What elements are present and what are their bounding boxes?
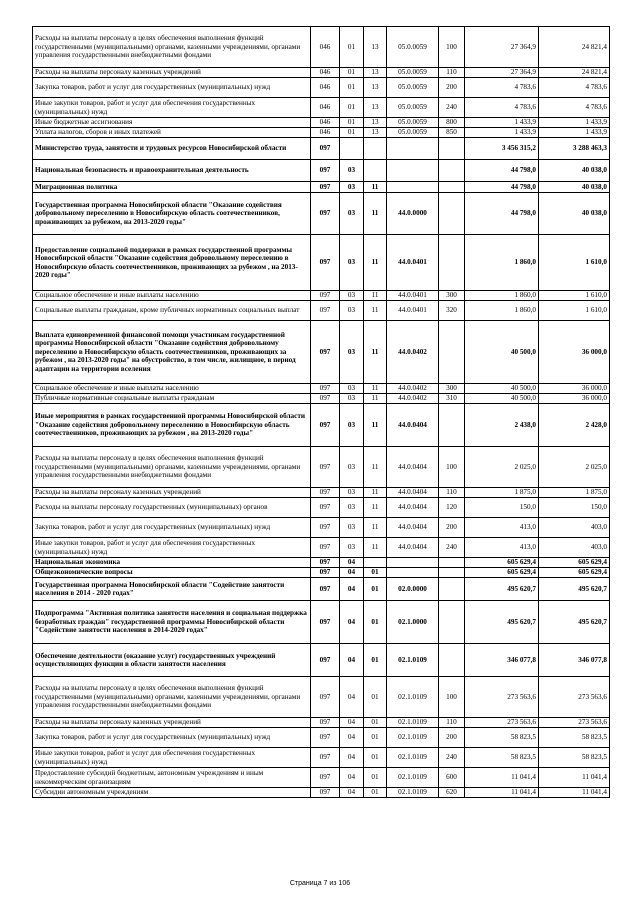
section-code: 01 — [340, 27, 364, 68]
ved-code: 046 — [311, 118, 340, 128]
target-article-code: 05.0.0059 — [387, 68, 439, 78]
section-code: 04 — [340, 748, 364, 768]
amount-year-1: 1 433,9 — [465, 128, 539, 138]
row-name: Расходы на выплаты персоналу казенных учреждений — [33, 718, 311, 728]
amount-year-1: 1 860,0 — [465, 235, 539, 291]
ved-code: 097 — [311, 138, 340, 160]
section-code: 01 — [340, 128, 364, 138]
section-code: 04 — [340, 718, 364, 728]
expense-type-code — [439, 160, 465, 182]
amount-year-2: 150,0 — [539, 498, 610, 518]
expense-type-code: 850 — [439, 128, 465, 138]
amount-year-1: 1 433,9 — [465, 118, 539, 128]
table-row — [33, 27, 610, 68]
amount-year-2: 2 025,0 — [539, 447, 610, 488]
amount-year-2: 2 428,0 — [539, 404, 610, 447]
subsection-code — [364, 138, 387, 160]
row-name: Предоставление социальной поддержки в рамках государственной программы Новосибирской области "Оказание содействия добровольному переселению в Новосибирскую область соотечественников, проживающих за рубежом , на 2013-2020 годы" — [33, 235, 311, 291]
section-code: 04 — [340, 677, 364, 718]
expense-type-code — [439, 193, 465, 235]
row-name: Обеспечение деятельности (оказание услуг) государственных учреждений осуществляющих функции в области занятости населения — [33, 644, 311, 677]
subsection-code — [364, 160, 387, 182]
section-code: 04 — [340, 768, 364, 788]
section-code: 03 — [340, 538, 364, 558]
amount-year-2: 24 821,4 — [539, 68, 610, 78]
ved-code: 097 — [311, 235, 340, 291]
amount-year-1: 4 783,6 — [465, 98, 539, 118]
amount-year-2: 605 629,4 — [539, 568, 610, 578]
amount-year-1: 1 875,0 — [465, 488, 539, 498]
subsection-code: 11 — [364, 321, 387, 384]
row-name: Закупка товаров, работ и услуг для государственных (муниципальных) нужд — [33, 728, 311, 748]
target-article-code — [387, 182, 439, 193]
expense-type-code: 310 — [439, 394, 465, 404]
amount-year-2: 1 875,0 — [539, 488, 610, 498]
amount-year-2: 1 610,0 — [539, 291, 610, 301]
amount-year-1: 11 041,4 — [465, 768, 539, 788]
section-code: 04 — [340, 788, 364, 798]
table-row — [33, 538, 610, 558]
expense-type-code — [439, 644, 465, 677]
table-row — [33, 384, 610, 394]
subsection-code: 01 — [364, 578, 387, 601]
table-row — [33, 518, 610, 538]
section-code: 03 — [340, 160, 364, 182]
amount-year-2: 1 610,0 — [539, 301, 610, 321]
target-article-code — [387, 558, 439, 568]
target-article-code: 02.1.0109 — [387, 728, 439, 748]
row-name: Публичные нормативные социальные выплаты гражданам — [33, 394, 311, 404]
expense-type-code: 240 — [439, 98, 465, 118]
row-name: Социальные выплаты гражданам, кроме публичных нормативных социальных выплат — [33, 301, 311, 321]
expense-type-code — [439, 578, 465, 601]
ved-code: 097 — [311, 788, 340, 798]
expense-type-code: 100 — [439, 27, 465, 68]
expense-type-code — [439, 321, 465, 384]
expense-type-code: 240 — [439, 538, 465, 558]
target-article-code: 44.0.0404 — [387, 498, 439, 518]
table-row — [33, 558, 610, 568]
ved-code: 097 — [311, 301, 340, 321]
table-row — [33, 118, 610, 128]
target-article-code: 02.1.0109 — [387, 788, 439, 798]
row-name: Национальная безопасность и правоохранительная деятельность — [33, 160, 311, 182]
row-name: Иные закупки товаров, работ и услуг для обеспечения государственных (муниципальных) нужд — [33, 538, 311, 558]
section-code: 01 — [340, 118, 364, 128]
amount-year-2: 36 000,0 — [539, 321, 610, 384]
subsection-code: 11 — [364, 447, 387, 488]
expense-type-code: 320 — [439, 301, 465, 321]
expense-type-code: 200 — [439, 518, 465, 538]
ved-code: 097 — [311, 394, 340, 404]
subsection-code: 11 — [364, 182, 387, 193]
row-name: Расходы на выплаты персоналу в целях обеспечения выполнения функций государственными (муниципальными) органами, казенными учреждениями, органами управления государственными внебюджетными фондами — [33, 447, 311, 488]
target-article-code: 02.1.0109 — [387, 768, 439, 788]
target-article-code: 02.1.0000 — [387, 601, 439, 644]
row-name: Уплата налогов, сборов и иных платежей — [33, 128, 311, 138]
expense-type-code: 110 — [439, 488, 465, 498]
table-row — [33, 601, 610, 644]
subsection-code: 13 — [364, 128, 387, 138]
amount-year-1: 3 456 315,2 — [465, 138, 539, 160]
target-article-code: 44.0.0404 — [387, 538, 439, 558]
row-name: Социальное обеспечение и иные выплаты населению — [33, 384, 311, 394]
ved-code: 097 — [311, 498, 340, 518]
expense-type-code: 600 — [439, 768, 465, 788]
ved-code: 097 — [311, 568, 340, 578]
subsection-code: 01 — [364, 718, 387, 728]
amount-year-1: 346 077,8 — [465, 644, 539, 677]
amount-year-1: 2 025,0 — [465, 447, 539, 488]
expense-type-code — [439, 558, 465, 568]
subsection-code: 11 — [364, 291, 387, 301]
amount-year-2: 1 610,0 — [539, 235, 610, 291]
row-name: Иные закупки товаров, работ и услуг для обеспечения государственных (муниципальных) нужд — [33, 98, 311, 118]
ved-code: 097 — [311, 718, 340, 728]
table-row — [33, 748, 610, 768]
section-code: 04 — [340, 568, 364, 578]
target-article-code: 02.1.0109 — [387, 677, 439, 718]
amount-year-2: 495 620,7 — [539, 601, 610, 644]
table-row — [33, 498, 610, 518]
page-number: Страница 7 из 106 — [289, 880, 351, 887]
row-name: Иные закупки товаров, работ и услуг для обеспечения государственных (муниципальных) нужд — [33, 748, 311, 768]
section-code: 03 — [340, 447, 364, 488]
target-article-code: 44.0.0401 — [387, 291, 439, 301]
target-article-code — [387, 568, 439, 578]
ved-code: 046 — [311, 68, 340, 78]
amount-year-2: 495 620,7 — [539, 578, 610, 601]
expense-type-code — [439, 235, 465, 291]
ved-code: 097 — [311, 321, 340, 384]
amount-year-1: 58 823,5 — [465, 748, 539, 768]
table-row — [33, 98, 610, 118]
table-row — [33, 568, 610, 578]
row-name: Общеэкономические вопросы — [33, 568, 311, 578]
table-row — [33, 160, 610, 182]
amount-year-1: 40 500,0 — [465, 384, 539, 394]
table-row — [33, 182, 610, 193]
amount-year-1: 27 364,9 — [465, 27, 539, 68]
row-name: Миграционная политика — [33, 182, 311, 193]
table-row — [33, 301, 610, 321]
table-row — [33, 447, 610, 488]
expense-type-code: 100 — [439, 677, 465, 718]
subsection-code: 11 — [364, 384, 387, 394]
amount-year-1: 1 860,0 — [465, 301, 539, 321]
row-name: Иные бюджетные ассигнования — [33, 118, 311, 128]
amount-year-1: 4 783,6 — [465, 78, 539, 98]
amount-year-2: 403,0 — [539, 538, 610, 558]
target-article-code: 05.0.0059 — [387, 128, 439, 138]
amount-year-1: 27 364,9 — [465, 68, 539, 78]
section-code: 03 — [340, 321, 364, 384]
row-name: Подпрограмма "Активная политика занятости населения и социальная поддержка безработных граждан" государственной программы Новосибирской области "Содействие занятости населения в 2014-2020 годах" — [33, 601, 311, 644]
expense-type-code: 240 — [439, 748, 465, 768]
ved-code: 046 — [311, 78, 340, 98]
subsection-code: 13 — [364, 27, 387, 68]
budget-table — [32, 26, 610, 798]
expense-type-code — [439, 182, 465, 193]
target-article-code: 02.1.0109 — [387, 748, 439, 768]
table-row — [33, 321, 610, 384]
expense-type-code: 200 — [439, 728, 465, 748]
subsection-code — [364, 558, 387, 568]
amount-year-2: 40 038,0 — [539, 160, 610, 182]
section-code: 03 — [340, 235, 364, 291]
ved-code: 097 — [311, 488, 340, 498]
section-code: 03 — [340, 301, 364, 321]
amount-year-1: 44 798,0 — [465, 193, 539, 235]
amount-year-2: 36 000,0 — [539, 394, 610, 404]
target-article-code: 44.0.0402 — [387, 394, 439, 404]
section-code: 03 — [340, 498, 364, 518]
expense-type-code: 110 — [439, 718, 465, 728]
target-article-code: 44.0.0401 — [387, 301, 439, 321]
table-row — [33, 78, 610, 98]
ved-code: 097 — [311, 182, 340, 193]
section-code: 03 — [340, 291, 364, 301]
expense-type-code — [439, 601, 465, 644]
ved-code: 097 — [311, 384, 340, 394]
ved-code: 097 — [311, 404, 340, 447]
target-article-code: 02.1.0109 — [387, 644, 439, 677]
table-row — [33, 677, 610, 718]
row-name: Расходы на выплаты персоналу государственных (муниципальных) органов — [33, 498, 311, 518]
amount-year-2: 40 038,0 — [539, 182, 610, 193]
section-code: 04 — [340, 578, 364, 601]
amount-year-2: 403,0 — [539, 518, 610, 538]
table-row — [33, 235, 610, 291]
expense-type-code: 300 — [439, 291, 465, 301]
subsection-code: 01 — [364, 644, 387, 677]
ved-code: 097 — [311, 193, 340, 235]
amount-year-2: 605 629,4 — [539, 558, 610, 568]
amount-year-2: 4 783,6 — [539, 78, 610, 98]
target-article-code: 44.0.0404 — [387, 404, 439, 447]
ved-code: 097 — [311, 518, 340, 538]
table-row — [33, 718, 610, 728]
subsection-code: 11 — [364, 404, 387, 447]
table-row — [33, 728, 610, 748]
target-article-code: 44.0.0404 — [387, 518, 439, 538]
amount-year-1: 2 438,0 — [465, 404, 539, 447]
section-code: 01 — [340, 98, 364, 118]
amount-year-2: 3 288 463,3 — [539, 138, 610, 160]
subsection-code: 01 — [364, 677, 387, 718]
amount-year-2: 36 000,0 — [539, 384, 610, 394]
target-article-code: 02.1.0109 — [387, 718, 439, 728]
amount-year-2: 1 433,9 — [539, 128, 610, 138]
subsection-code: 01 — [364, 748, 387, 768]
table-row — [33, 68, 610, 78]
subsection-code: 11 — [364, 488, 387, 498]
subsection-code: 11 — [364, 394, 387, 404]
amount-year-2: 24 821,4 — [539, 27, 610, 68]
row-name: Национальная экономика — [33, 558, 311, 568]
subsection-code: 11 — [364, 301, 387, 321]
amount-year-1: 40 500,0 — [465, 394, 539, 404]
table-row — [33, 404, 610, 447]
amount-year-2: 58 823,5 — [539, 748, 610, 768]
target-article-code: 44.0.0404 — [387, 447, 439, 488]
amount-year-1: 413,0 — [465, 518, 539, 538]
table-row — [33, 788, 610, 798]
amount-year-2: 11 041,4 — [539, 768, 610, 788]
row-name: Расходы на выплаты персоналу в целях обеспечения выполнения функций государственными (муниципальными) органами, казенными учреждениями, органами управления государственными внебюджетными фондами — [33, 27, 311, 68]
row-name: Выплата единовременной финансовой помощи участникам государственной программы Новосибирской области "Оказание содействия добровольному переселению в Новосибирскую область соотечественников, проживающих за рубежом , на 2013-2020 годы" на обустройство, в том числе, жилищное, в период адаптации на территории вселения — [33, 321, 311, 384]
amount-year-1: 40 500,0 — [465, 321, 539, 384]
row-name: Закупка товаров, работ и услуг для государственных (муниципальных) нужд — [33, 78, 311, 98]
target-article-code: 02.0.0000 — [387, 578, 439, 601]
expense-type-code: 800 — [439, 118, 465, 128]
ved-code: 046 — [311, 128, 340, 138]
amount-year-1: 413,0 — [465, 538, 539, 558]
ved-code: 097 — [311, 748, 340, 768]
expense-type-code — [439, 404, 465, 447]
target-article-code: 44.0.0000 — [387, 193, 439, 235]
target-article-code — [387, 138, 439, 160]
row-name: Государственная программа Новосибирской области "Содействие занятости населения в 2014 - 2020 годах" — [33, 578, 311, 601]
row-name: Иные мероприятия в рамках государственной программы Новосибирской области "Оказание содействия добровольному переселению в Новосибирскую область соотечественников, проживающих за рубежом , на 2013-2020 годы" — [33, 404, 311, 447]
section-code: 01 — [340, 78, 364, 98]
amount-year-1: 605 629,4 — [465, 568, 539, 578]
ved-code: 097 — [311, 558, 340, 568]
target-article-code: 44.0.0402 — [387, 321, 439, 384]
ved-code: 097 — [311, 538, 340, 558]
target-article-code — [387, 160, 439, 182]
expense-type-code: 620 — [439, 788, 465, 798]
expense-type-code: 100 — [439, 447, 465, 488]
amount-year-1: 44 798,0 — [465, 160, 539, 182]
subsection-code: 01 — [364, 728, 387, 748]
table-row — [33, 193, 610, 235]
subsection-code: 13 — [364, 78, 387, 98]
subsection-code: 11 — [364, 518, 387, 538]
section-code: 03 — [340, 518, 364, 538]
row-name: Социальное обеспечение и иные выплаты населению — [33, 291, 311, 301]
amount-year-1: 273 563,6 — [465, 718, 539, 728]
row-name: Предоставление субсидий бюджетным, автономным учреждениям и иным некоммерческим организациям — [33, 768, 311, 788]
subsection-code: 11 — [364, 193, 387, 235]
section-code: 03 — [340, 193, 364, 235]
expense-type-code: 300 — [439, 384, 465, 394]
section-code: 01 — [340, 68, 364, 78]
section-code: 03 — [340, 182, 364, 193]
target-article-code: 44.0.0404 — [387, 488, 439, 498]
expense-type-code: 110 — [439, 68, 465, 78]
section-code: 03 — [340, 488, 364, 498]
subsection-code: 13 — [364, 98, 387, 118]
ved-code: 097 — [311, 677, 340, 718]
section-code: 04 — [340, 728, 364, 748]
target-article-code: 05.0.0059 — [387, 27, 439, 68]
ved-code: 097 — [311, 160, 340, 182]
table-row — [33, 578, 610, 601]
amount-year-2: 346 077,8 — [539, 644, 610, 677]
amount-year-2: 40 038,0 — [539, 193, 610, 235]
subsection-code: 13 — [364, 118, 387, 128]
table-row — [33, 128, 610, 138]
expense-type-code: 200 — [439, 78, 465, 98]
subsection-code: 01 — [364, 788, 387, 798]
subsection-code: 11 — [364, 235, 387, 291]
amount-year-1: 605 629,4 — [465, 558, 539, 568]
ved-code: 097 — [311, 291, 340, 301]
ved-code: 097 — [311, 644, 340, 677]
amount-year-1: 58 823,5 — [465, 728, 539, 748]
row-name: Расходы на выплаты персоналу казенных учреждений — [33, 68, 311, 78]
amount-year-1: 150,0 — [465, 498, 539, 518]
table-row — [33, 644, 610, 677]
row-name: Субсидии автономным учреждениям — [33, 788, 311, 798]
expense-type-code — [439, 568, 465, 578]
target-article-code: 05.0.0059 — [387, 98, 439, 118]
ved-code: 046 — [311, 98, 340, 118]
subsection-code: 11 — [364, 538, 387, 558]
target-article-code: 05.0.0059 — [387, 78, 439, 98]
ved-code: 097 — [311, 578, 340, 601]
section-code — [340, 138, 364, 160]
ved-code: 046 — [311, 27, 340, 68]
amount-year-1: 495 620,7 — [465, 601, 539, 644]
section-code: 03 — [340, 404, 364, 447]
subsection-code: 01 — [364, 768, 387, 788]
row-name: Министерство труда, занятости и трудовых ресурсов Новосибирской области — [33, 138, 311, 160]
amount-year-1: 11 041,4 — [465, 788, 539, 798]
section-code: 03 — [340, 384, 364, 394]
ved-code: 097 — [311, 768, 340, 788]
amount-year-1: 44 798,0 — [465, 182, 539, 193]
row-name: Закупка товаров, работ и услуг для государственных (муниципальных) нужд — [33, 518, 311, 538]
expense-type-code — [439, 138, 465, 160]
subsection-code: 01 — [364, 601, 387, 644]
section-code: 04 — [340, 558, 364, 568]
amount-year-1: 273 563,6 — [465, 677, 539, 718]
table-row — [33, 291, 610, 301]
ved-code: 097 — [311, 601, 340, 644]
amount-year-2: 58 823,5 — [539, 728, 610, 748]
amount-year-1: 1 860,0 — [465, 291, 539, 301]
target-article-code: 44.0.0402 — [387, 384, 439, 394]
amount-year-1: 495 620,7 — [465, 578, 539, 601]
amount-year-2: 1 433,9 — [539, 118, 610, 128]
row-name: Государственная программа Новосибирской области "Оказание содействия добровольному переселению в Новосибирскую область соотечественников, проживающих за рубежом, на 2013-2020 годы" — [33, 193, 311, 235]
section-code: 03 — [340, 394, 364, 404]
target-article-code: 05.0.0059 — [387, 118, 439, 128]
row-name: Расходы на выплаты персоналу в целях обеспечения выполнения функций государственными (муниципальными) органами, казенными учреждениями, органами управления государственными внебюджетными фондами — [33, 677, 311, 718]
amount-year-2: 4 783,6 — [539, 98, 610, 118]
amount-year-2: 273 563,6 — [539, 677, 610, 718]
row-name: Расходы на выплаты персоналу казенных учреждений — [33, 488, 311, 498]
table-row — [33, 394, 610, 404]
ved-code: 097 — [311, 728, 340, 748]
target-article-code: 44.0.0401 — [387, 235, 439, 291]
section-code: 04 — [340, 601, 364, 644]
amount-year-2: 11 041,4 — [539, 788, 610, 798]
amount-year-2: 273 563,6 — [539, 718, 610, 728]
table-row — [33, 138, 610, 160]
expense-type-code: 120 — [439, 498, 465, 518]
table-row — [33, 488, 610, 498]
section-code: 04 — [340, 644, 364, 677]
subsection-code: 11 — [364, 498, 387, 518]
table-row — [33, 768, 610, 788]
subsection-code: 13 — [364, 68, 387, 78]
subsection-code: 01 — [364, 568, 387, 578]
ved-code: 097 — [311, 447, 340, 488]
